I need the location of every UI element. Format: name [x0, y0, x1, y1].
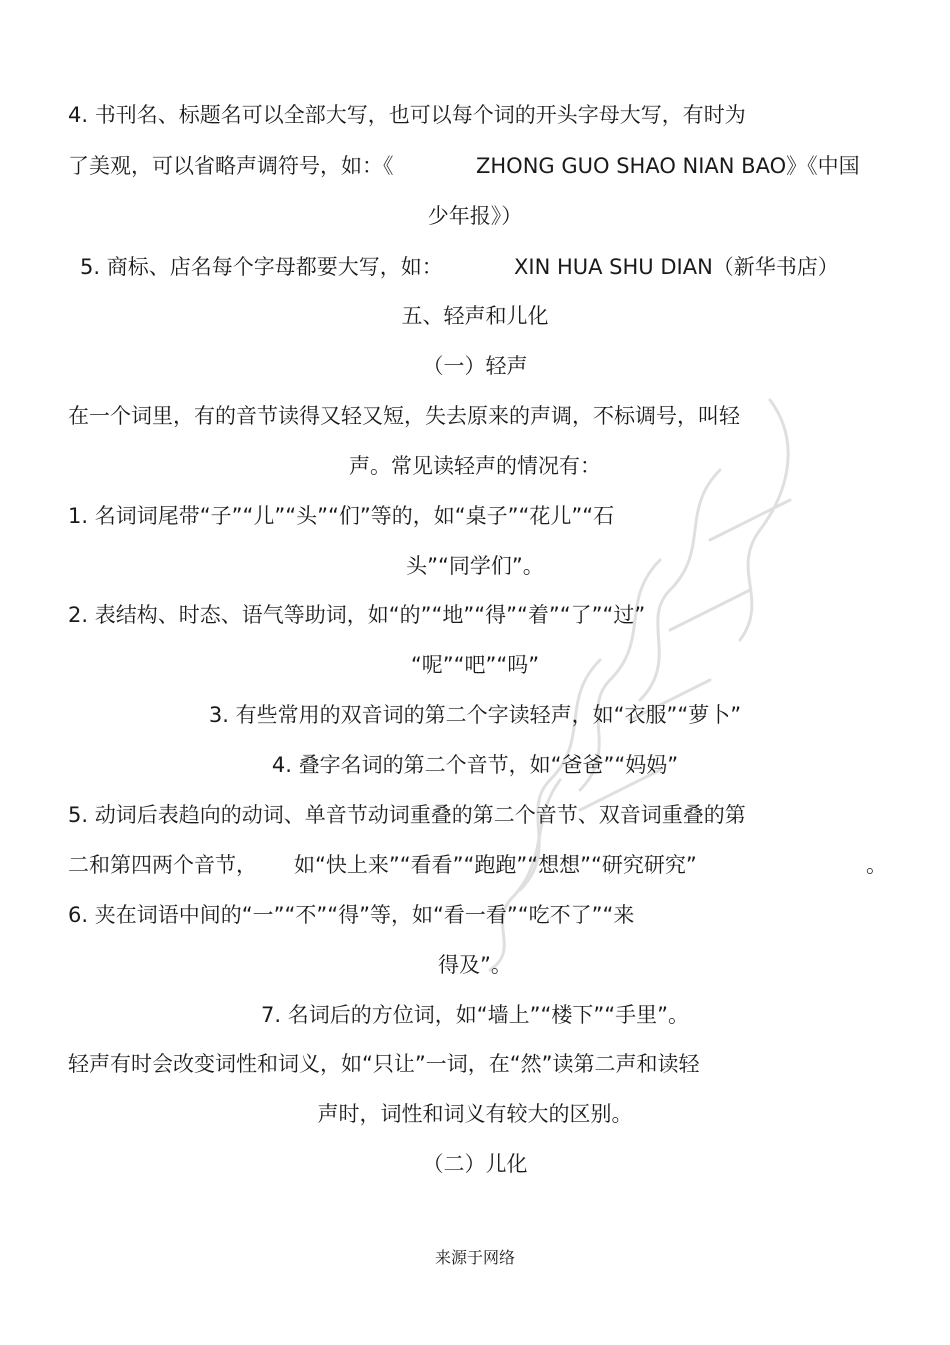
page-footer: 来源于网络 — [434, 1248, 515, 1267]
text-line: 了美观，可以省略声调符号，如：《 — [68, 154, 394, 178]
text-line: 二和第四两个音节， — [68, 853, 257, 877]
text-line: 7. 名词后的方位词，如“墙上”“楼下”“手里”。 — [261, 1003, 689, 1027]
text-line: 3. 有些常用的双音词的第二个字读轻声，如“衣服”“萝卜” — [208, 703, 742, 727]
text-line: 1. 名词词尾带“子”“儿”“头”“们”等的，如“桌子”“花儿”“石 — [68, 504, 615, 528]
text-line: 声。常见读轻声的情况有： — [349, 454, 601, 478]
text-line: 2. 表结构、时态、语气等助词，如“的”“地”“得”“着”“了”“过” — [68, 603, 646, 627]
text-line: 轻声有时会改变词性和词义，如“只让”一词，在“然”读第二声和读轻 — [68, 1052, 700, 1076]
text-line: 4. 书刊名、标题名可以全部大写，也可以每个词的开头字母大写，有时为 — [68, 103, 746, 127]
text-line: 少年报》） — [427, 204, 523, 228]
text-line: “呢”“吧”“吗” — [410, 653, 540, 677]
text-line: ZHONG GUO SHAO NIAN BAO》《中国 — [476, 154, 860, 178]
text-line: 如“快上来”“看看”“跑跑”“想想”“研究研究” — [294, 853, 697, 877]
text-line: XIN HUA SHU DIAN（新华书店） — [514, 255, 839, 279]
text-line: 6. 夹在词语中间的“一”“不”“得”等，如“看一看”“吃不了”“来 — [68, 903, 635, 927]
subsection-heading: （一）轻声 — [422, 354, 528, 378]
text-line: 5. 商标、店名每个字母都要大写，如： — [80, 255, 443, 279]
text-line: 声时，词性和词义有较大的区别。 — [317, 1102, 633, 1126]
text-line: 得及”。 — [438, 953, 512, 977]
text-line: 头”“同学们”。 — [406, 554, 544, 578]
subsection-heading: （二）儿化 — [422, 1152, 528, 1176]
text-line: 5. 动词后表趋向的动词、单音节动词重叠的第二个音节、双音词重叠的第 — [68, 803, 746, 827]
text-line: 4. 叠字名词的第二个音节，如“爸爸”“妈妈” — [271, 753, 679, 777]
text-line: 。 — [866, 853, 887, 877]
text-line: 在一个词里，有的音节读得又轻又短，失去原来的声调，不标调号，叫轻 — [68, 404, 740, 428]
section-heading: 五、轻声和儿化 — [401, 304, 549, 328]
